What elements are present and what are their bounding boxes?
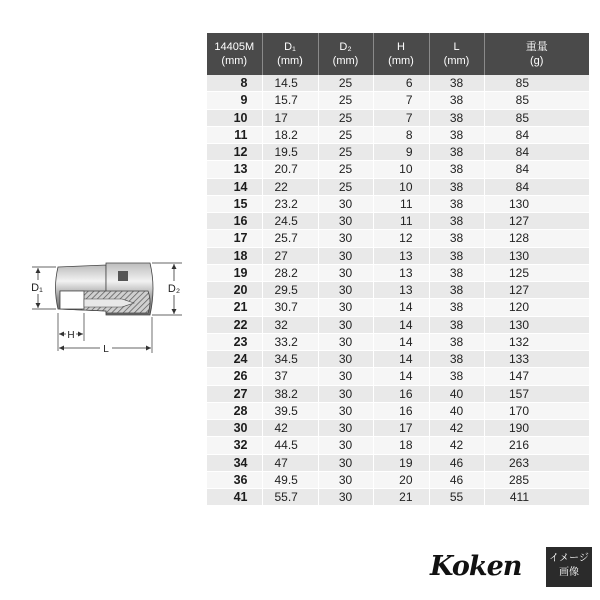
cell-weight: 130 (484, 316, 589, 333)
cell-size: 23 (207, 333, 262, 350)
table-row (207, 178, 589, 195)
l-label: L (103, 344, 109, 355)
cell-l: 38 (429, 144, 484, 161)
cell-l: 42 (429, 437, 484, 454)
badge-line-1: イメージ (549, 553, 589, 564)
cell-h: 13 (373, 264, 429, 281)
column-header-d2 (318, 33, 373, 75)
cell-weight: 125 (484, 264, 589, 281)
cell-size: 32 (207, 437, 262, 454)
cell-d2: 25 (318, 92, 373, 109)
spec-table-body (207, 75, 589, 506)
cell-h: 12 (373, 230, 429, 247)
cell-d1: 14.5 (262, 75, 318, 92)
cell-h: 14 (373, 368, 429, 385)
cell-size: 11 (207, 126, 262, 143)
table-row (207, 213, 589, 230)
table-row (207, 282, 589, 299)
badge-line-2: 画像 (559, 567, 579, 578)
cell-d1: 34.5 (262, 351, 318, 368)
cell-h: 11 (373, 195, 429, 212)
table-row (207, 264, 589, 281)
cell-d2: 30 (318, 247, 373, 264)
column-header-unit: (g) (530, 55, 544, 67)
cell-weight: 128 (484, 230, 589, 247)
cell-h: 19 (373, 454, 429, 471)
cell-d1: 25.7 (262, 230, 318, 247)
cell-size: 13 (207, 161, 262, 178)
spec-table-header (207, 33, 589, 75)
cell-l: 40 (429, 402, 484, 419)
cell-l: 38 (429, 178, 484, 195)
cell-h: 10 (373, 161, 429, 178)
cell-d2: 30 (318, 471, 373, 488)
cell-d1: 28.2 (262, 264, 318, 281)
column-header-label: 14405M (214, 41, 255, 53)
cell-l: 38 (429, 75, 484, 92)
cell-d1: 38.2 (262, 385, 318, 402)
cell-weight: 84 (484, 178, 589, 195)
cell-size: 17 (207, 230, 262, 247)
socket-body (56, 263, 154, 315)
table-row (207, 299, 589, 316)
cell-h: 10 (373, 178, 429, 195)
cell-h: 16 (373, 402, 429, 419)
table-row (207, 420, 589, 437)
cell-l: 38 (429, 92, 484, 109)
column-header-label: 重量 (525, 41, 548, 53)
cell-size: 24 (207, 351, 262, 368)
cell-weight: 216 (484, 437, 589, 454)
cell-d2: 30 (318, 420, 373, 437)
cell-d1: 44.5 (262, 437, 318, 454)
cell-l: 38 (429, 264, 484, 281)
cell-weight: 84 (484, 144, 589, 161)
cell-weight: 170 (484, 402, 589, 419)
cell-h: 13 (373, 282, 429, 299)
cell-size: 19 (207, 264, 262, 281)
column-header-l (429, 33, 484, 75)
cell-h: 11 (373, 213, 429, 230)
cell-h: 17 (373, 420, 429, 437)
d1-dimension (28, 267, 56, 309)
cell-size: 22 (207, 316, 262, 333)
cell-d2: 30 (318, 333, 373, 350)
cell-d2: 30 (318, 282, 373, 299)
cell-weight: 127 (484, 282, 589, 299)
cell-weight: 85 (484, 109, 589, 126)
cell-d1: 47 (262, 454, 318, 471)
cell-size: 20 (207, 282, 262, 299)
cell-d2: 25 (318, 75, 373, 92)
cell-h: 7 (373, 92, 429, 109)
cell-d2: 30 (318, 351, 373, 368)
cell-h: 9 (373, 144, 429, 161)
cell-d2: 30 (318, 195, 373, 212)
cell-weight: 85 (484, 92, 589, 109)
cell-h: 14 (373, 316, 429, 333)
cell-size: 34 (207, 454, 262, 471)
cell-d2: 30 (318, 299, 373, 316)
table-row (207, 333, 589, 350)
table-row (207, 368, 589, 385)
header-row (207, 33, 589, 75)
cell-h: 7 (373, 109, 429, 126)
table-row (207, 489, 589, 506)
cell-d2: 30 (318, 454, 373, 471)
cell-l: 38 (429, 316, 484, 333)
cell-d1: 23.2 (262, 195, 318, 212)
cell-d2: 30 (318, 385, 373, 402)
h-dimension (58, 313, 84, 351)
column-header-label: L (453, 41, 460, 53)
cell-d1: 15.7 (262, 92, 318, 109)
cell-l: 38 (429, 351, 484, 368)
column-header-weight (484, 33, 589, 75)
cell-d1: 24.5 (262, 213, 318, 230)
cell-size: 8 (207, 75, 262, 92)
cell-h: 18 (373, 437, 429, 454)
cell-l: 38 (429, 109, 484, 126)
cell-d1: 42 (262, 420, 318, 437)
table-row (207, 437, 589, 454)
cell-l: 46 (429, 471, 484, 488)
cell-l: 46 (429, 454, 484, 471)
cell-weight: 130 (484, 247, 589, 264)
cell-size: 9 (207, 92, 262, 109)
cell-l: 38 (429, 230, 484, 247)
cell-d1: 27 (262, 247, 318, 264)
cell-d1: 29.5 (262, 282, 318, 299)
cell-d1: 32 (262, 316, 318, 333)
cell-weight: 85 (484, 75, 589, 92)
cell-d1: 30.7 (262, 299, 318, 316)
table-row (207, 385, 589, 402)
column-header-d1 (262, 33, 318, 75)
cell-size: 28 (207, 402, 262, 419)
cell-l: 38 (429, 333, 484, 350)
cell-d2: 30 (318, 402, 373, 419)
table-row (207, 92, 589, 109)
cell-h: 14 (373, 351, 429, 368)
cell-h: 6 (373, 75, 429, 92)
cell-d2: 25 (318, 126, 373, 143)
cell-d2: 30 (318, 230, 373, 247)
cell-size: 12 (207, 144, 262, 161)
table-row (207, 144, 589, 161)
cell-h: 14 (373, 299, 429, 316)
cell-weight: 133 (484, 351, 589, 368)
cell-h: 20 (373, 471, 429, 488)
column-header-unit: (mm) (277, 55, 303, 67)
cell-d2: 25 (318, 144, 373, 161)
cell-weight: 127 (484, 213, 589, 230)
cell-weight: 263 (484, 454, 589, 471)
cell-d2: 30 (318, 368, 373, 385)
table-row (207, 75, 589, 92)
koken-logo: Koken (430, 551, 522, 582)
cell-h: 14 (373, 333, 429, 350)
cell-size: 27 (207, 385, 262, 402)
column-header-unit: (mm) (443, 55, 470, 67)
cell-d1: 19.5 (262, 144, 318, 161)
table-row (207, 126, 589, 143)
cell-size: 36 (207, 471, 262, 488)
cell-size: 15 (207, 195, 262, 212)
column-header-unit: (mm) (388, 55, 414, 67)
column-header-label: D₁ (284, 41, 296, 53)
cell-d2: 25 (318, 178, 373, 195)
cell-d1: 18.2 (262, 126, 318, 143)
cell-d2: 30 (318, 213, 373, 230)
h-label: H (67, 330, 75, 341)
cell-h: 13 (373, 247, 429, 264)
cell-weight: 84 (484, 126, 589, 143)
cell-weight: 130 (484, 195, 589, 212)
table-row (207, 161, 589, 178)
socket-dimension-diagram (22, 255, 192, 360)
cell-size: 21 (207, 299, 262, 316)
cell-l: 38 (429, 282, 484, 299)
cell-weight: 132 (484, 333, 589, 350)
cell-d2: 30 (318, 316, 373, 333)
image-only-badge (546, 547, 592, 587)
cell-h: 16 (373, 385, 429, 402)
cell-d2: 25 (318, 161, 373, 178)
cell-l: 38 (429, 126, 484, 143)
cell-weight: 411 (484, 489, 589, 506)
cell-d1: 55.7 (262, 489, 318, 506)
cell-l: 38 (429, 247, 484, 264)
cell-d1: 20.7 (262, 161, 318, 178)
cell-d1: 37 (262, 368, 318, 385)
cell-l: 38 (429, 161, 484, 178)
cell-weight: 147 (484, 368, 589, 385)
cell-d2: 30 (318, 264, 373, 281)
cell-weight: 157 (484, 385, 589, 402)
column-header-unit: (mm) (332, 55, 359, 67)
cell-l: 38 (429, 213, 484, 230)
cell-size: 41 (207, 489, 262, 506)
cell-size: 16 (207, 213, 262, 230)
d2-dimension (152, 263, 183, 315)
cell-size: 18 (207, 247, 262, 264)
cell-l: 38 (429, 195, 484, 212)
cell-d2: 25 (318, 109, 373, 126)
cell-size: 10 (207, 109, 262, 126)
cell-l: 38 (429, 299, 484, 316)
cell-d2: 30 (318, 489, 373, 506)
cell-weight: 285 (484, 471, 589, 488)
cell-d1: 17 (262, 109, 318, 126)
cell-d2: 30 (318, 437, 373, 454)
table-row (207, 247, 589, 264)
cell-h: 8 (373, 126, 429, 143)
table-row (207, 316, 589, 333)
table-row (207, 402, 589, 419)
cell-size: 14 (207, 178, 262, 195)
cell-size: 26 (207, 368, 262, 385)
cell-d1: 33.2 (262, 333, 318, 350)
cell-d1: 49.5 (262, 471, 318, 488)
cell-l: 55 (429, 489, 484, 506)
cell-l: 42 (429, 420, 484, 437)
table-row (207, 230, 589, 247)
column-header-unit: (mm) (221, 55, 248, 67)
cell-size: 30 (207, 420, 262, 437)
table-row (207, 471, 589, 488)
cell-d1: 22 (262, 178, 318, 195)
d1-label: D₁ (31, 282, 43, 294)
cell-weight: 190 (484, 420, 589, 437)
d2-label: D₂ (167, 283, 181, 295)
spec-table (207, 33, 589, 506)
cell-l: 40 (429, 385, 484, 402)
column-header-size (207, 33, 262, 75)
column-header-label: D₂ (339, 41, 352, 53)
cell-h: 21 (373, 489, 429, 506)
cell-d1: 39.5 (262, 402, 318, 419)
table-row (207, 195, 589, 212)
cell-l: 38 (429, 368, 484, 385)
cell-weight: 84 (484, 161, 589, 178)
column-header-h (373, 33, 429, 75)
cell-weight: 120 (484, 299, 589, 316)
table-row (207, 351, 589, 368)
column-header-label: H (397, 41, 405, 53)
table-row (207, 109, 589, 126)
table-row (207, 454, 589, 471)
